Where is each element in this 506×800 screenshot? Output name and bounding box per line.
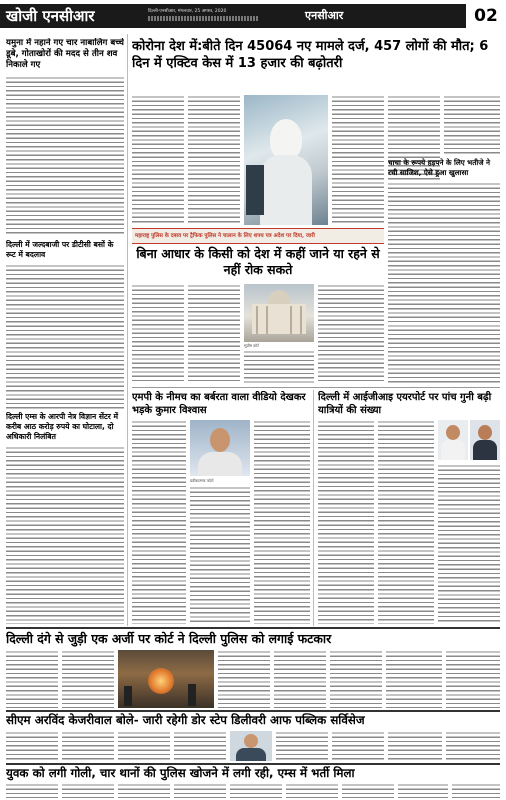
corona-banner [132,228,384,244]
kejriwal-body-col6 [332,731,384,761]
court-photo [244,284,314,342]
section-name: एनसीआर [305,9,344,22]
page-number: 02 [466,4,506,28]
riots-body-col4 [274,650,326,708]
corona-body-col1 [132,95,184,225]
yamuna-headline: यमुना में नहाने गए चार नाबालिग बच्चे डूबे, गोताखोरों की मदद से तीन शव निकाले गए [6,38,124,70]
airport-photo-left [438,420,468,460]
corona-banner-text: महाराष्ट्र पुलिस के दबाव पर ट्रैफिक पुलिस ने चालान के लिए शपथ पत्र अदेश पर दिया, जारी [135,233,315,239]
youth-body-col4 [174,783,226,798]
dowry-headline: चाचा के रूपये हड़पने के लिए भतीजे ने रची साजिश, ऐसे हुआ खुलासा [388,158,491,177]
court-headline: बिना आधार के किसी को देश में कहीं जाने या रहने से नहीं रोक सकते [136,246,380,277]
kejriwal-body-col5 [276,731,328,761]
corona-headline: कोरोना देश में:बीते दिन 45064 नए मामले दर्ज, 457 लोगों की मौत; 6 दिन में एक्टिव केस में 13 हजार की बढ़ोतरी [132,39,489,71]
dateline: दिल्ली-एनसीआर, मंगलवार, 25 अगस्त, 2020 [148,9,227,14]
mp-photo-caption: प्रतीकात्मक फोटो [190,478,214,483]
kejriwal-body-col7 [388,731,442,761]
riots-body-col2 [62,650,114,708]
corona-photo [244,95,328,225]
aiims-headline: दिल्ली एम्स के आरपी नेत्र विज्ञान सेंटर में करीब आठ करोड़ रुपये का घोटाला, दो अधिकारी निलंबित [6,412,119,441]
left-column-rule [127,34,128,626]
kejriwal-top-rule [6,710,500,712]
airport-photo-right [470,420,500,460]
dateline-sub [148,16,258,21]
youth-body-col9 [452,783,500,798]
riots-body-col6 [386,650,442,708]
delhi-side-body [6,264,124,409]
airport-body-col2 [378,420,434,624]
dowry-body-cont [388,324,500,384]
kejriwal-body-col3 [118,731,170,761]
yamuna-body [6,76,124,236]
mp-photo [190,420,250,476]
court-body-col2 [188,284,240,384]
mp-airport-rule [313,390,314,626]
riots-headline: दिल्ली दंगे से जुड़ी एक अर्जी पर कोर्ट ने दिल्ली पुलिस को लगाई फटकार [6,631,332,646]
airport-headline: दिल्ली में आईजीआइ एयरपोर्ट पर पांच गुनी बढ़ी यात्रियों की संख्या [318,392,492,416]
kejriwal-body-col8 [446,731,500,761]
mp-body-col1 [132,420,186,624]
court-body-col1 [132,284,184,384]
mp-body-col3 [254,420,310,624]
kejriwal-body-col1 [6,731,58,761]
corona-body-col2 [188,95,240,225]
kejriwal-body-col2 [62,731,114,761]
court-body-col4 [318,284,384,384]
riots-body-col3 [218,650,270,708]
youth-headline: युवक को लगी गोली, चार थानों की पुलिस खोजने में लगी रही, एम्स में भर्ती मिला [6,766,355,780]
court-body-col3 [244,350,314,384]
youth-top-rule [6,763,500,765]
youth-body-col3 [118,783,170,798]
youth-body-col8 [398,783,448,798]
corona-body-col3 [332,95,384,225]
kejriwal-body-col4 [174,731,226,761]
youth-body-col5 [230,783,282,798]
airport-body-col1 [318,420,374,624]
kejriwal-headline: सीएम अरविंद केजरीवाल बोले- जारी रहेगी डोर स्टेप डिलीवरी आफ पब्लिक सर्विसेज [6,713,365,727]
riots-photo [118,650,214,708]
mid-rule [132,387,500,388]
corona-body-col5 [444,95,500,155]
kejriwal-photo [230,731,272,761]
youth-body-col2 [62,783,114,798]
masthead [0,0,506,30]
youth-body-col6 [286,783,338,798]
airport-body-col3 [438,464,500,624]
riots-body-col1 [6,650,58,708]
dowry-body [388,182,500,322]
riots-body-col5 [330,650,382,708]
court-photo-caption: सुप्रीम कोर्ट [244,343,260,348]
delhi-side-headline: दिल्ली में जल्दबाजी पर डीटीसी बसों के रूट में बदलाव [6,240,114,259]
mp-headline: एमपी के नीमच का बर्बरता वाला वीडियो देखकर भड़के कुमार विश्वास [132,392,306,416]
mp-body-col2 [190,486,250,624]
youth-body-col1 [6,783,58,798]
riots-top-rule [6,627,500,629]
youth-body-col7 [342,783,394,798]
brand-logo: खोजी एनसीआर [6,7,95,25]
aiims-body [6,446,124,624]
riots-body-col7 [446,650,500,708]
